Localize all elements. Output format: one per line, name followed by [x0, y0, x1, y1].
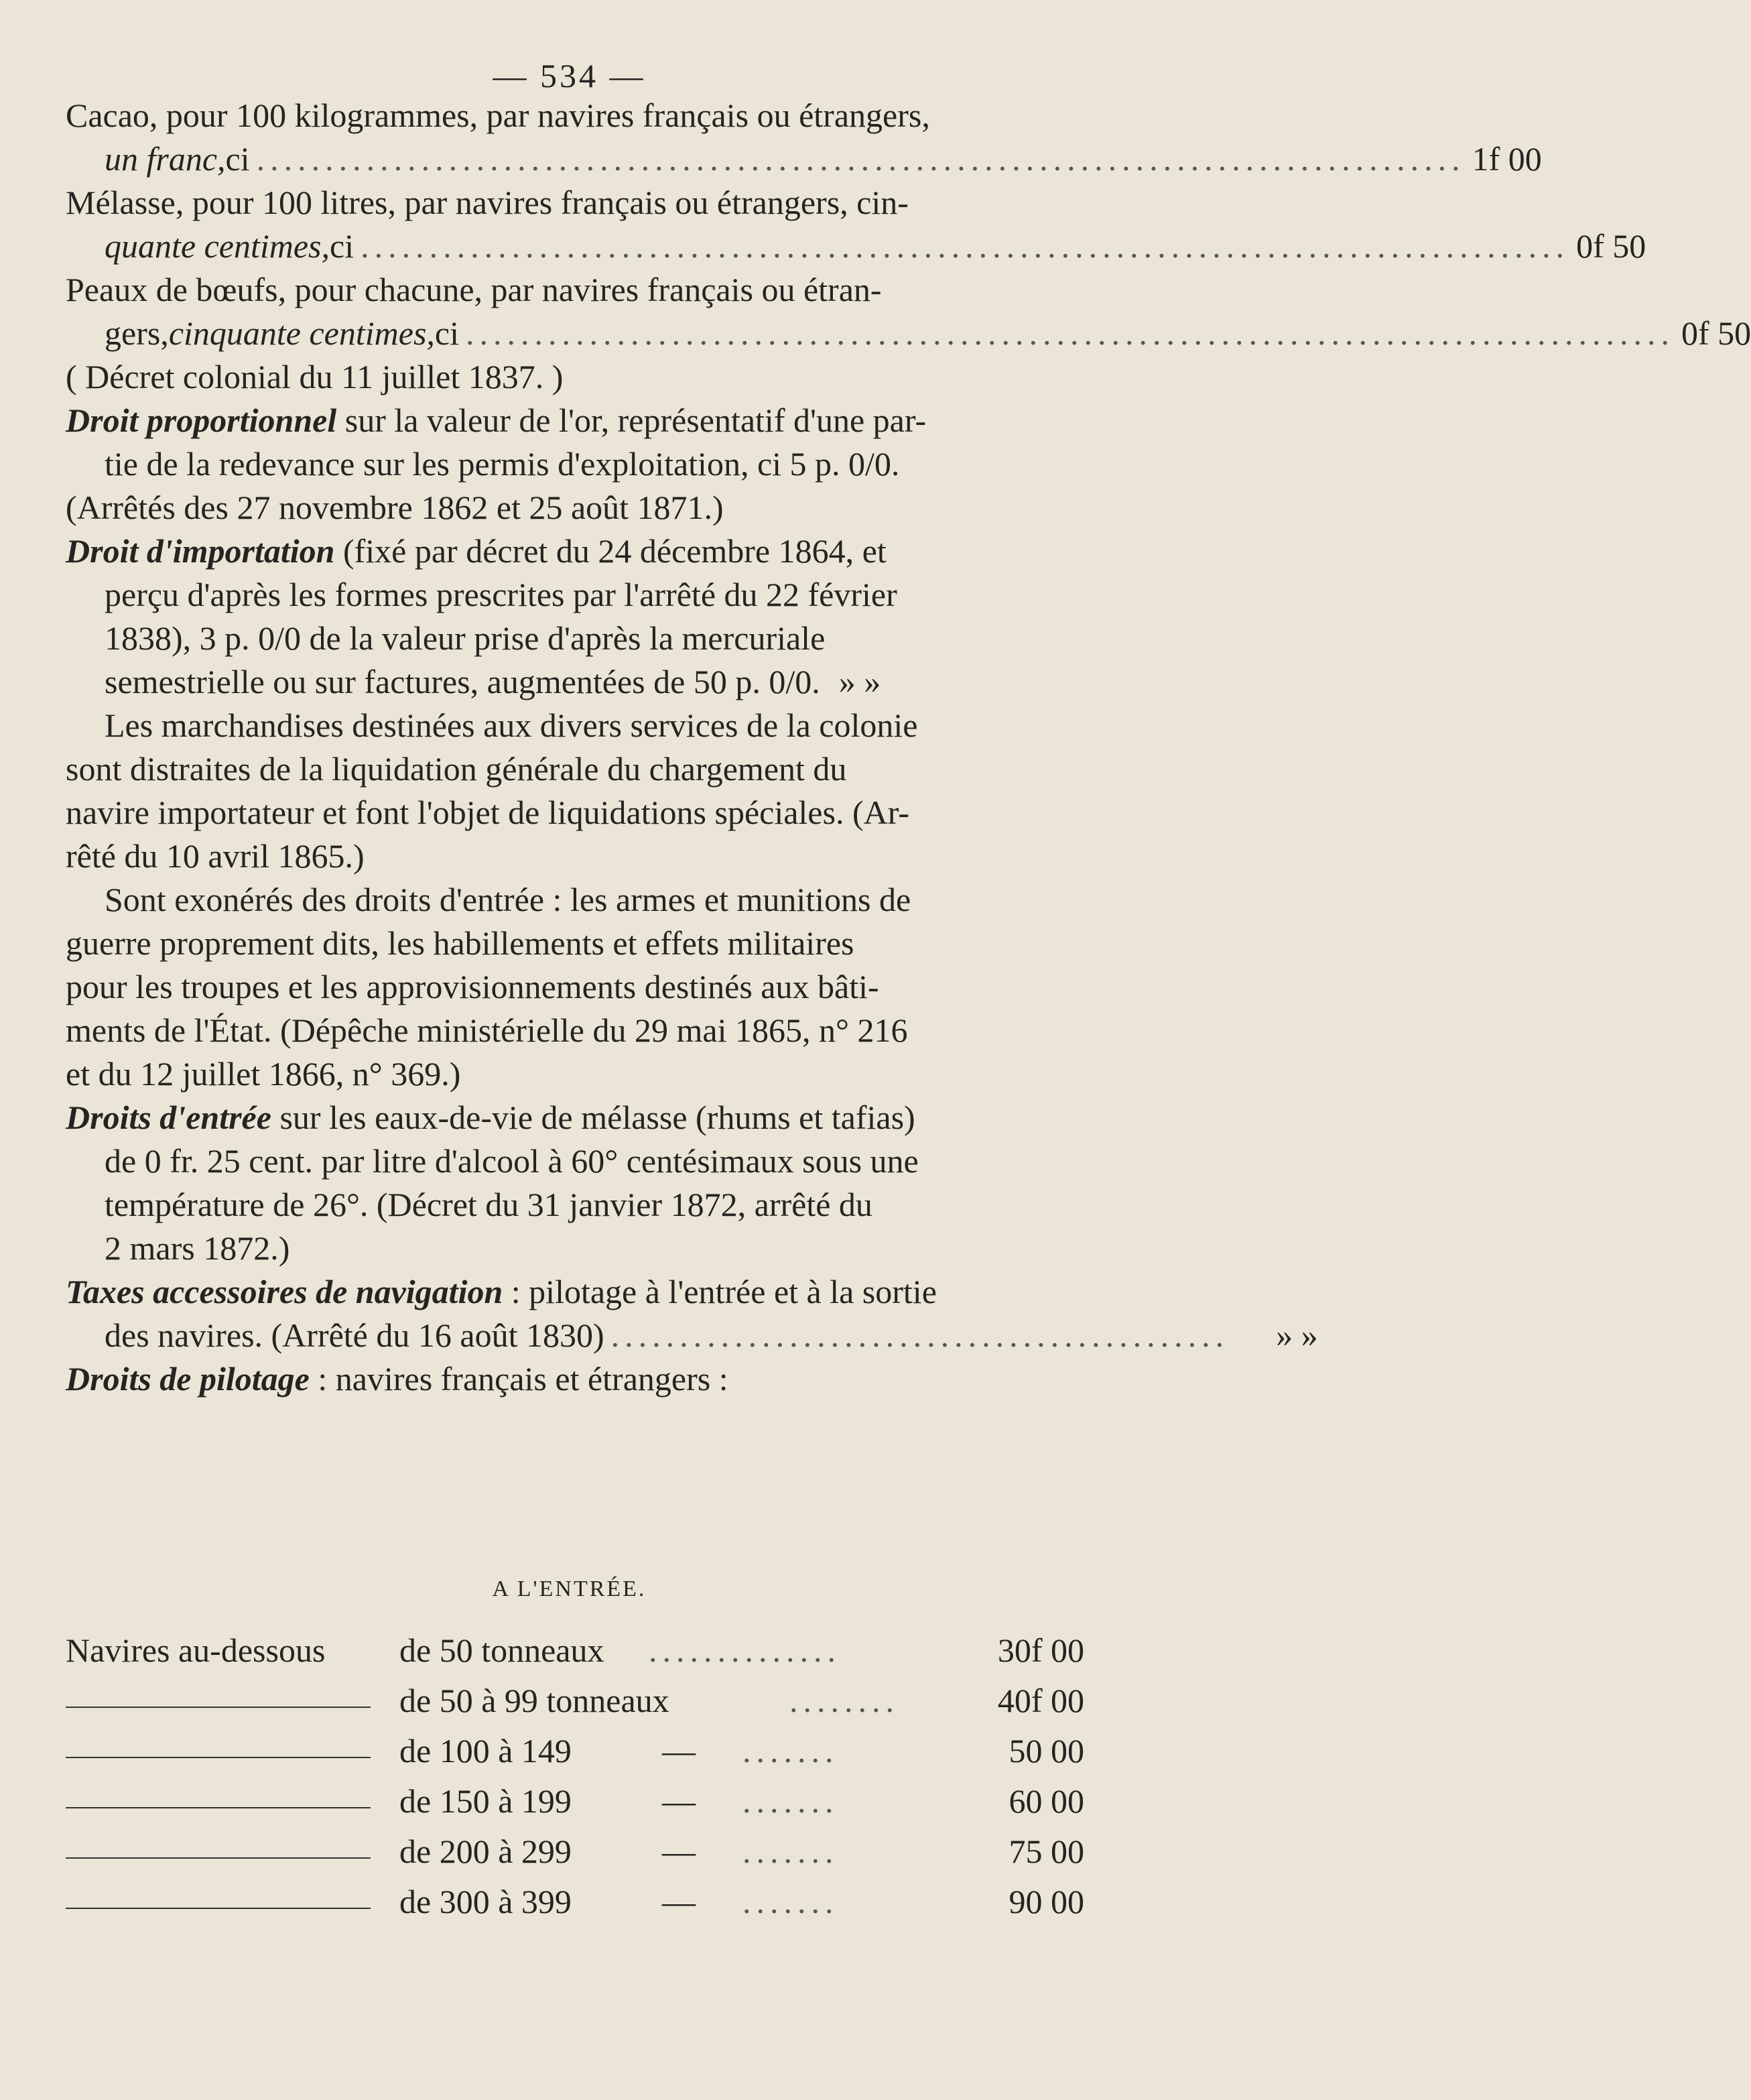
page-number: — 534 — — [493, 57, 646, 95]
leader-dots: ........ — [789, 1682, 899, 1719]
entry-rate-text: cinquante centimes, — [168, 314, 435, 352]
leader-dots: ........................................................................................ — [466, 314, 1675, 352]
entry-mark: » » — [1276, 1316, 1318, 1354]
row-range: de 100 à 149 — [399, 1732, 572, 1770]
entry-text: : navires français et étrangers : — [309, 1360, 728, 1398]
table-row — [66, 1878, 1084, 1925]
row-range: de 150 à 199 — [399, 1782, 572, 1820]
row-amount: 30f 00 — [997, 1631, 1084, 1669]
row-amount: 50 00 — [1009, 1732, 1084, 1770]
table-row — [66, 1677, 1084, 1724]
entry-line — [66, 399, 1084, 442]
entry-lead-line — [66, 312, 1751, 355]
paragraph-marchandises — [66, 704, 1084, 878]
leader-dots: ....... — [742, 1883, 839, 1920]
entry-text: : pilotage à l'entrée et à la sortie — [503, 1273, 937, 1310]
paragraph-line: Sont exonérés des droits d'entrée : les armes et munitions de — [105, 881, 911, 918]
entry-lead-line — [66, 225, 1646, 268]
decret-note: ( Décret colonial du 11 juillet 1837. ) — [66, 358, 564, 395]
entry-line: perçu d'après les formes prescrites par l'arrêté du 22 février — [105, 576, 897, 613]
row-label: Navires au-dessous — [66, 1631, 326, 1669]
entry-rate-text: quante centimes, — [105, 227, 330, 265]
row-dash: — — [662, 1883, 696, 1920]
ditto-rule — [66, 1757, 371, 1758]
paragraph-line: sont distraites de la liquidation générale du chargement du — [66, 750, 847, 788]
paragraph-line: pour les troupes et les approvisionnements destinés aux bâti- — [66, 968, 879, 1005]
entry-line: Mélasse, pour 100 litres, par navires français ou étrangers, cin- — [66, 184, 909, 221]
entry-text: semestrielle ou sur factures, augmentées de 50 p. 0/0. — [105, 663, 820, 700]
entry-line: 1838), 3 p. 0/0 de la valeur prise d'après la mercuriale — [105, 619, 826, 657]
entry-mark: » » — [838, 663, 881, 700]
entry-cacao — [66, 94, 1542, 181]
leader-dots: ....... — [742, 1782, 839, 1820]
entry-title: Droit proportionnel — [66, 402, 337, 439]
entry-line — [66, 660, 1084, 704]
row-range: de 50 à 99 tonneaux — [399, 1682, 669, 1719]
entry-lead-line — [66, 137, 1542, 181]
entry-line: température de 26°. (Décret du 31 janvier 1872, arrêté du — [105, 1186, 872, 1223]
entry-text: sur les eaux-de-vie de mélasse (rhums et tafias) — [271, 1099, 915, 1136]
taxes-accessoires — [66, 1270, 1318, 1357]
entry-line-suffix: ci — [434, 314, 460, 352]
entry-line: (Arrêtés des 27 novembre 1862 et 25 août 1871.) — [66, 489, 724, 526]
paragraph-line: rêté du 10 avril 1865.) — [66, 837, 365, 875]
droits-pilotage — [66, 1357, 1084, 1401]
ditto-rule — [66, 1908, 371, 1909]
leader-dots: ....... — [742, 1732, 839, 1770]
entry-line: Peaux de bœufs, pour chacune, par navires français ou étran- — [66, 271, 882, 308]
leader-dots: ........................................................................................ — [256, 140, 1466, 178]
paragraph-exoneres — [66, 878, 1084, 1096]
entry-line: tie de la redevance sur les permis d'exploitation, ci 5 p. 0/0. — [105, 445, 900, 483]
row-dash: — — [662, 1732, 696, 1770]
entry-line — [66, 530, 1084, 573]
entry-line: 2 mars 1872.) — [105, 1229, 290, 1267]
paragraph-line: ments de l'État. (Dépêche ministérielle du 29 mai 1865, n° 216 — [66, 1011, 908, 1049]
entry-line: de 0 fr. 25 cent. par litre d'alcool à 60° centésimaux sous une — [105, 1142, 919, 1180]
entry-text: sur la valeur de l'or, représentatif d'une par- — [336, 402, 927, 439]
entry-line: Cacao, pour 100 kilogrammes, par navires français ou étrangers, — [66, 97, 930, 134]
row-amount: 60 00 — [1009, 1782, 1084, 1820]
droit-importation — [66, 530, 1084, 704]
paragraph-line: et du 12 juillet 1866, n° 369.) — [66, 1055, 461, 1093]
paragraph-line: Les marchandises destinées aux divers services de la colonie — [105, 706, 918, 744]
row-amount: 90 00 — [1009, 1883, 1084, 1920]
entry-peaux — [66, 268, 1751, 355]
paragraph-line: navire importateur et font l'objet de liquidations spéciales. (Ar- — [66, 794, 910, 831]
entry-line-prefix: gers, — [105, 314, 169, 352]
ditto-rule — [66, 1857, 371, 1859]
leader-dots: .............. — [649, 1631, 841, 1669]
table-row — [66, 1727, 1084, 1774]
entry-line — [66, 1096, 1084, 1139]
entry-amount: 1f 00 — [1472, 140, 1542, 178]
row-dash: — — [662, 1833, 696, 1870]
table-row — [66, 1828, 1084, 1875]
leader-dots: ....... — [742, 1833, 839, 1870]
row-range: de 300 à 399 — [399, 1883, 572, 1920]
entry-amount: 0f 50 — [1681, 314, 1751, 352]
ditto-rule — [66, 1807, 371, 1808]
droits-entree — [66, 1096, 1084, 1270]
section-heading: A L'ENTRÉE. — [492, 1577, 647, 1601]
entry-line-suffix: ci — [330, 227, 354, 265]
ditto-rule — [66, 1707, 371, 1708]
row-dash: — — [662, 1782, 696, 1820]
row-range: de 200 à 299 — [399, 1833, 572, 1870]
entry-text: des navires. (Arrêté du 16 août 1830) — [105, 1316, 604, 1354]
table-row — [66, 1627, 1084, 1674]
droit-proportionnel — [66, 399, 1084, 530]
row-amount: 75 00 — [1009, 1833, 1084, 1870]
entry-title: Taxes accessoires de navigation — [66, 1273, 503, 1310]
paragraph-line: guerre proprement dits, les habillements et effets militaires — [66, 924, 854, 962]
leader-dots: ........................................................................................ — [361, 227, 1570, 265]
entry-text: (fixé par décret du 24 décembre 1864, et — [334, 532, 887, 570]
entry-line — [66, 1357, 1084, 1401]
entry-rate-text: un franc, — [105, 140, 226, 178]
row-range: de 50 tonneaux — [399, 1631, 604, 1669]
table-row — [66, 1778, 1084, 1825]
entry-lead-line — [66, 1314, 1318, 1357]
leader-dots: ............................................. — [610, 1316, 1230, 1354]
entry-melasse — [66, 181, 1646, 268]
entry-title: Droits d'entrée — [66, 1099, 271, 1136]
entry-title: Droit d'importation — [66, 532, 335, 570]
entry-amount: 0f 50 — [1576, 227, 1646, 265]
entry-line — [66, 1270, 1084, 1314]
row-amount: 40f 00 — [997, 1682, 1084, 1719]
entry-line-suffix: ci — [225, 140, 250, 178]
entry-title: Droits de pilotage — [66, 1360, 310, 1398]
